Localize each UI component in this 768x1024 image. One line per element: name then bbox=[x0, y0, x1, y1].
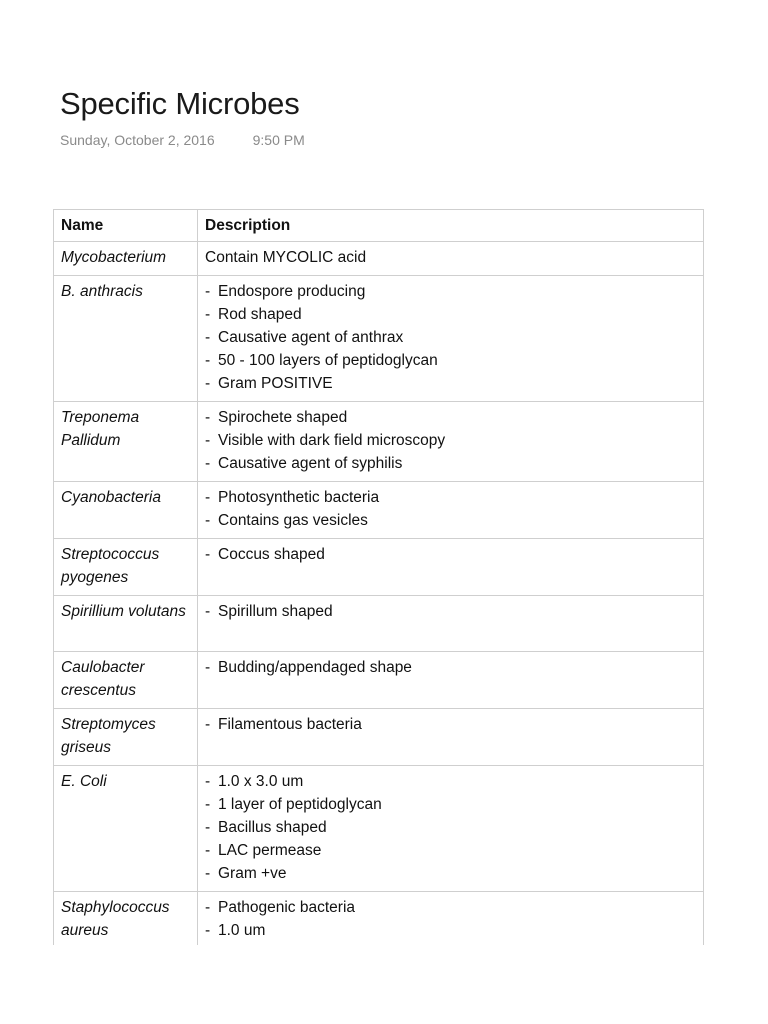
microbe-name: Cyanobacteria bbox=[54, 482, 198, 539]
microbe-description bbox=[198, 242, 704, 276]
description-item-text: 1.0 x 3.0 um bbox=[218, 773, 304, 790]
description-list bbox=[205, 770, 696, 885]
description-item bbox=[205, 600, 696, 623]
dash-bullet-icon: - bbox=[205, 659, 211, 676]
description-text: Contain MYCOLIC acid bbox=[205, 249, 367, 266]
description-item bbox=[205, 372, 696, 395]
microbe-description bbox=[198, 482, 704, 539]
description-item bbox=[205, 896, 696, 919]
microbe-description bbox=[198, 709, 704, 766]
description-item-text: 50 - 100 layers of peptidoglycan bbox=[218, 352, 438, 369]
description-item-text: Gram +ve bbox=[218, 865, 287, 882]
description-item-text: Filamentous bacteria bbox=[218, 716, 362, 733]
table-row bbox=[54, 766, 704, 892]
microbe-description bbox=[198, 402, 704, 482]
description-list bbox=[205, 280, 696, 395]
table-row bbox=[54, 276, 704, 402]
description-item-text: 1.0 um bbox=[218, 922, 266, 939]
page-meta bbox=[60, 132, 305, 148]
description-item bbox=[205, 280, 696, 303]
microbe-name: B. anthracis bbox=[54, 276, 198, 402]
description-item-text: Causative agent of anthrax bbox=[218, 329, 404, 346]
description-item-text: Rod shaped bbox=[218, 306, 302, 323]
microbe-description bbox=[198, 276, 704, 402]
dash-bullet-icon: - bbox=[205, 375, 211, 392]
microbe-description bbox=[198, 766, 704, 892]
microbe-name: Staphylococcus aureus bbox=[54, 892, 198, 972]
description-item bbox=[205, 713, 696, 736]
dash-bullet-icon: - bbox=[205, 489, 211, 506]
description-item bbox=[205, 429, 696, 452]
column-header-description: Description bbox=[198, 210, 704, 242]
description-item bbox=[205, 839, 696, 862]
description-item bbox=[205, 816, 696, 839]
description-item bbox=[205, 919, 696, 942]
microbe-name: E. Coli bbox=[54, 766, 198, 892]
table-header-row bbox=[54, 210, 704, 242]
dash-bullet-icon: - bbox=[205, 603, 211, 620]
microbe-name: Streptomyces griseus bbox=[54, 709, 198, 766]
microbe-name: Caulobacter crescentus bbox=[54, 652, 198, 709]
description-item bbox=[205, 770, 696, 793]
description-item-text: Visible with dark field microscopy bbox=[218, 432, 446, 449]
description-item-text: Photosynthetic bacteria bbox=[218, 489, 380, 506]
dash-bullet-icon: - bbox=[205, 922, 211, 939]
description-item bbox=[205, 349, 696, 372]
table-row bbox=[54, 709, 704, 766]
table-row bbox=[54, 402, 704, 482]
description-item-text: Coccus shaped bbox=[218, 546, 325, 563]
page-time: 9:50 PM bbox=[252, 132, 305, 148]
microbe-description bbox=[198, 539, 704, 596]
dash-bullet-icon: - bbox=[205, 773, 211, 790]
dash-bullet-icon: - bbox=[205, 716, 211, 733]
description-list bbox=[205, 486, 696, 532]
description-item bbox=[205, 452, 696, 475]
dash-bullet-icon: - bbox=[205, 796, 211, 813]
dash-bullet-icon: - bbox=[205, 546, 211, 563]
description-item-text: Contains gas vesicles bbox=[218, 512, 368, 529]
description-list bbox=[205, 713, 696, 736]
description-item bbox=[205, 326, 696, 349]
description-item-text: LAC permease bbox=[218, 842, 322, 859]
description-item-text: Spirochete shaped bbox=[218, 409, 348, 426]
dash-bullet-icon: - bbox=[205, 352, 211, 369]
dash-bullet-icon: - bbox=[205, 455, 211, 472]
description-item bbox=[205, 486, 696, 509]
microbe-name: Treponema Pallidum bbox=[54, 402, 198, 482]
table-body bbox=[54, 242, 704, 972]
description-item bbox=[205, 862, 696, 885]
description-list bbox=[205, 656, 696, 679]
description-item-text: Bacillus shaped bbox=[218, 819, 327, 836]
table-row bbox=[54, 482, 704, 539]
dash-bullet-icon: - bbox=[205, 432, 211, 449]
dash-bullet-icon: - bbox=[205, 899, 211, 916]
description-item bbox=[205, 509, 696, 532]
microbe-description bbox=[198, 596, 704, 652]
page-date: Sunday, October 2, 2016 bbox=[60, 132, 215, 148]
description-item bbox=[205, 303, 696, 326]
dash-bullet-icon: - bbox=[205, 819, 211, 836]
table-row bbox=[54, 539, 704, 596]
microbes-table bbox=[53, 209, 704, 972]
description-item-text: Endospore producing bbox=[218, 283, 366, 300]
table-row bbox=[54, 596, 704, 652]
microbe-name: Spirillium volutans bbox=[54, 596, 198, 652]
description-item bbox=[205, 543, 696, 566]
dash-bullet-icon: - bbox=[205, 842, 211, 859]
description-item bbox=[205, 793, 696, 816]
description-item-text: Causative agent of syphilis bbox=[218, 455, 403, 472]
microbe-name: Mycobacterium bbox=[54, 242, 198, 276]
description-item-text: Pathogenic bacteria bbox=[218, 899, 356, 916]
column-header-name: Name bbox=[54, 210, 198, 242]
page-bottom-margin bbox=[0, 945, 768, 1024]
description-list bbox=[205, 600, 696, 623]
dash-bullet-icon: - bbox=[205, 329, 211, 346]
dash-bullet-icon: - bbox=[205, 409, 211, 426]
table-row bbox=[54, 242, 704, 276]
description-item bbox=[205, 406, 696, 429]
microbe-name: Streptococcus pyogenes bbox=[54, 539, 198, 596]
table-row bbox=[54, 652, 704, 709]
description-item-text: 1 layer of peptidoglycan bbox=[218, 796, 382, 813]
microbe-description bbox=[198, 652, 704, 709]
description-list bbox=[205, 406, 696, 475]
description-item-text: Spirillum shaped bbox=[218, 603, 333, 620]
dash-bullet-icon: - bbox=[205, 865, 211, 882]
description-list bbox=[205, 543, 696, 566]
description-item bbox=[205, 656, 696, 679]
description-item-text: Gram POSITIVE bbox=[218, 375, 333, 392]
dash-bullet-icon: - bbox=[205, 283, 211, 300]
page-title: Specific Microbes bbox=[60, 86, 300, 121]
dash-bullet-icon: - bbox=[205, 306, 211, 323]
description-item-text: Budding/appendaged shape bbox=[218, 659, 412, 676]
dash-bullet-icon: - bbox=[205, 512, 211, 529]
